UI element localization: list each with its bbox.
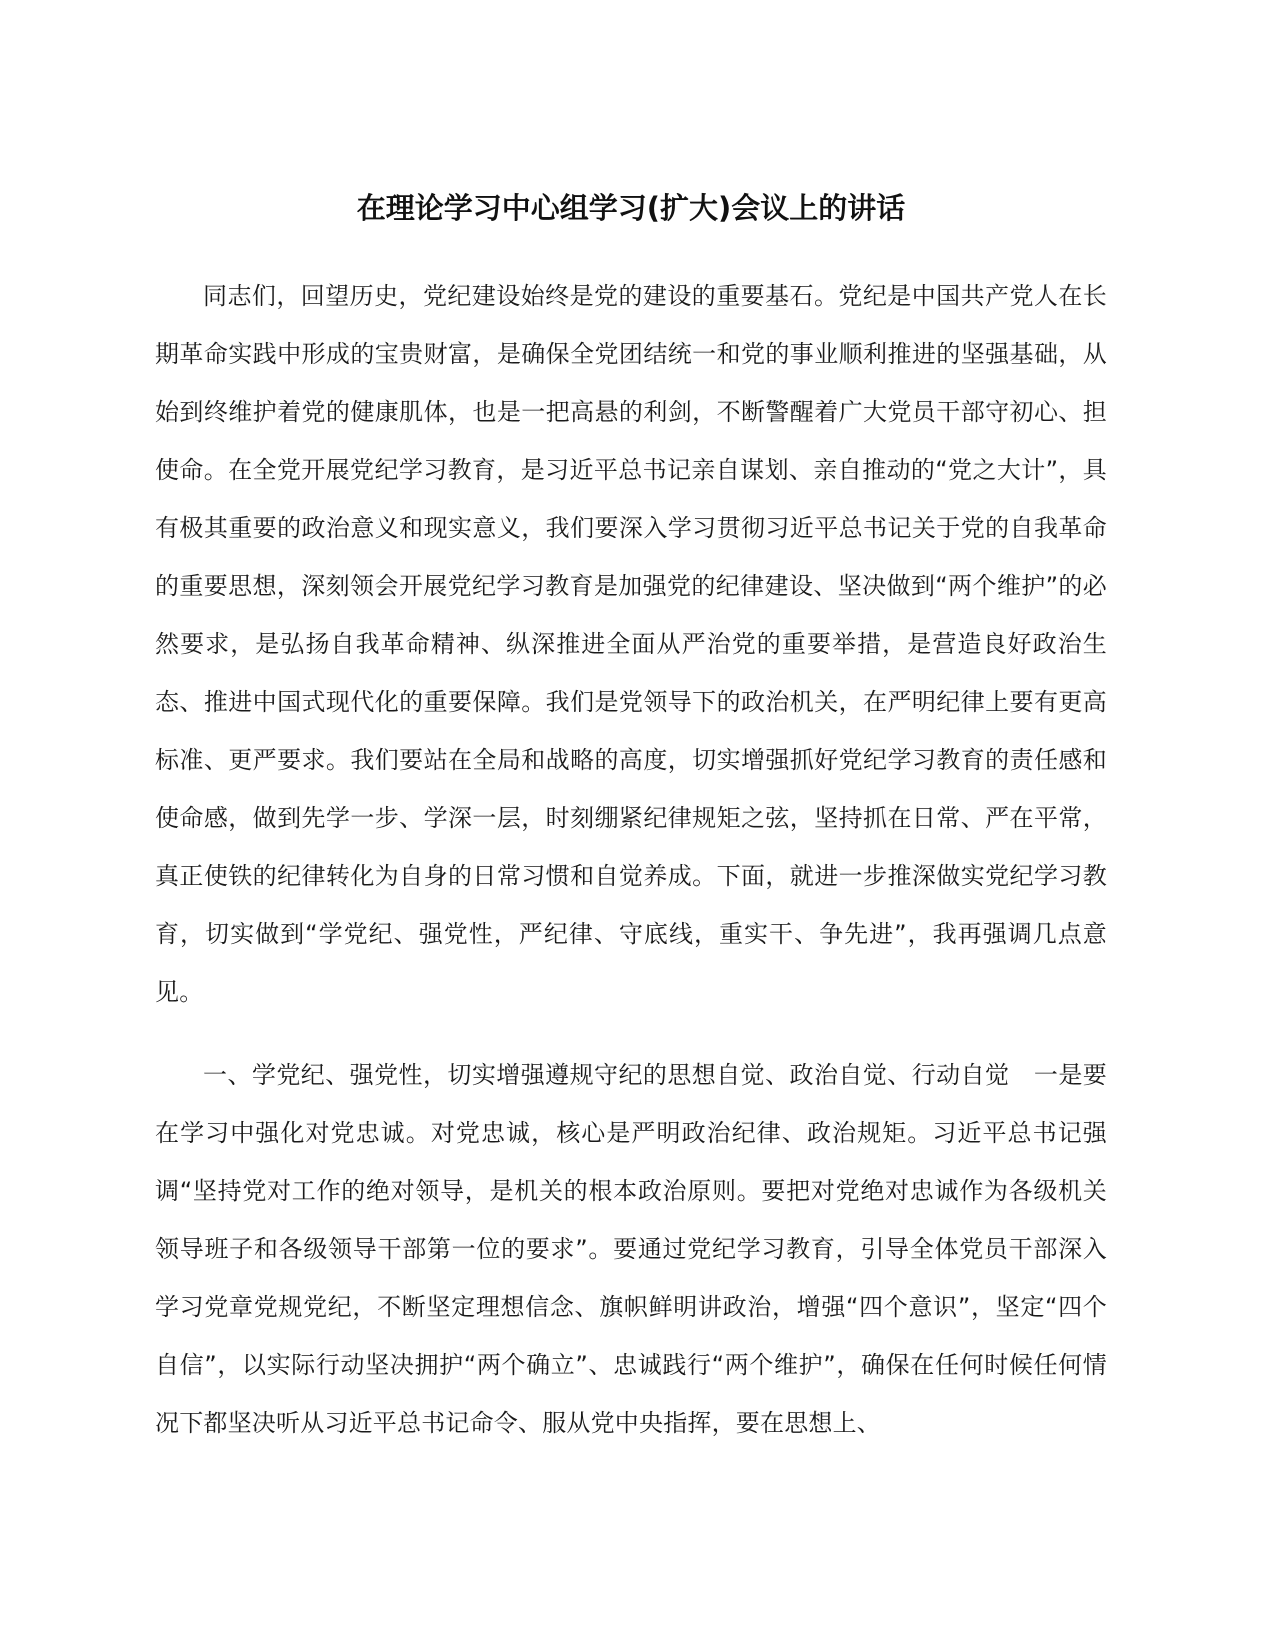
- paragraph-section-one: 一、学党纪、强党性，切实增强遵规守纪的思想自觉、政治自觉、行动自觉 一是要在学习中强化对党忠诚。对党忠诚，核心是严明政治纪律、政治规矩。习近平总书记强调“坚持党对工作的绝对领导，是机关的根本政治原则。要把对党绝对忠诚作为各级机关领导班子和各级领导干部第一位的要求”。要通过党纪学习教育，引导全体党员干部深入学习党章党规党纪，不断坚定理想信念、旗帜鲜明讲政治，增强“四个意识”，坚定“四个自信”，以实际行动坚决拥护“两个确立”、忠诚践行“两个维护”，确保在任何时候任何情况下都坚决听从习近平总书记命令、服从党中央指挥，要在思想上、: [155, 1061, 1107, 1437]
- document-title: 在理论学习中心组学习(扩大)会议上的讲话: [356, 191, 906, 225]
- paragraph-intro: 同志们，回望历史，党纪建设始终是党的建设的重要基石。党纪是中国共产党人在长期革命实践中形成的宝贵财富，是确保全党团结统一和党的事业顺利推进的坚强基础，从始到终维护着党的健康肌体，也是一把高悬的利剑，不断警醒着广大党员干部守初心、担使命。在全党开展党纪学习教育，是习近平总书记亲自谋划、亲自推动的“党之大计”，具有极其重要的政治意义和现实意义，我们要深入学习贯彻习近平总书记关于党的自我革命的重要思想，深刻领会开展党纪学习教育是加强党的纪律建设、坚决做到“两个维护”的必然要求，是弘扬自我革命精神、纵深推进全面从严治党的重要举措，是营造良好政治生态、推进中国式现代化的重要保障。我们是党领导下的政治机关，在严明纪律上要有更高标准、更严要求。我们要站在全局和战略的高度，切实增强抓好党纪学习教育的责任感和使命感，做到先学一步、学深一层，时刻绷紧纪律规矩之弦，坚持抓在日常、严在平常，真正使铁的纪律转化为自身的日常习惯和自觉养成。下面，就进一步推深做实党纪学习教育，切实做到“学党纪、强党性，严纪律、守底线，重实干、争先进”，我再强调几点意见。: [155, 282, 1107, 1006]
